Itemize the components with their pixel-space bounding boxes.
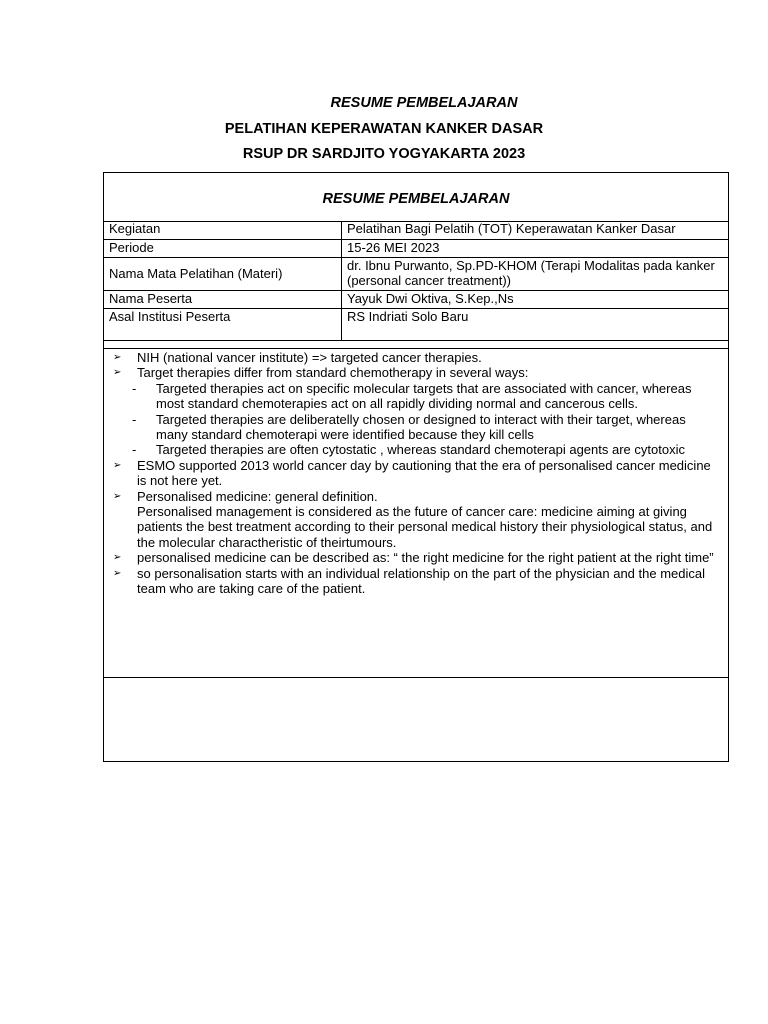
row-label-peserta: Nama Peserta (104, 290, 342, 308)
list-item: ➢ NIH (national vancer institute) => targeted cancer therapies. (113, 350, 482, 365)
dash-bullet-icon: - (132, 442, 137, 458)
row-label-institusi: Asal Institusi Peserta (104, 308, 342, 340)
sub-list-item: - Targeted therapies act on specific molecular targets that are associated with cancer, whereas most standard chemoterapies act on all rapidly dividing normal and cancerous cells. (132, 380, 692, 412)
row-label-materi: Nama Mata Pelatihan (Materi) (104, 257, 342, 290)
list-item: ➢ Target therapies differ from standard chemotherapy in several ways: (113, 365, 529, 381)
table-row (104, 257, 728, 290)
row-value-kegiatan: Pelatihan Bagi Pelatih (TOT) Keperawatan Kanker Dasar (342, 221, 729, 239)
row-value-materi: dr. Ibnu Purwanto, Sp.PD-KHOM (Terapi Modalitas pada kanker (personal cancer treatment)) (342, 257, 729, 290)
arrow-bullet-icon: ➢ (113, 459, 122, 471)
arrow-bullet-icon: ➢ (113, 490, 122, 502)
arrow-bullet-icon: ➢ (113, 367, 122, 379)
info-table (104, 221, 728, 341)
form-title: RESUME PEMBELAJARAN (104, 173, 728, 222)
list-item: ➢ so personalisation starts with an individual relationship on the part of the physician and the medical team who are taking care of the patient. (113, 565, 706, 597)
arrow-bullet-icon: ➢ (113, 352, 122, 363)
table-row (104, 221, 728, 239)
table-row (104, 239, 728, 257)
dash-bullet-icon: - (132, 411, 137, 427)
arrow-bullet-icon: ➢ (113, 567, 122, 579)
row-value-institusi: RS Indriati Solo Baru (342, 308, 729, 340)
sub-list-item: - Targeted therapies are deliberatelly chosen or designed to interact with their target, whereas many standard chemoterapi were identified because they kill cells (132, 411, 686, 443)
document-title: RESUME PEMBELAJARAN (330, 95, 518, 111)
row-value-peserta: Yayuk Dwi Oktiva, S.Kep.,Ns (342, 290, 729, 308)
resume-content (104, 348, 728, 678)
row-label-periode: Periode (104, 239, 342, 257)
table-row (104, 290, 728, 308)
resume-form (103, 172, 729, 762)
table-row (104, 308, 728, 340)
list-item: ➢ ESMO supported 2013 world cancer day by cautioning that the era of personalised cancer medicine is not here yet. (113, 457, 711, 489)
list-item: ➢ personalised medicine can be described as: “ the right medicine for the right patient at the right time” (113, 550, 714, 566)
dash-bullet-icon: - (132, 380, 137, 396)
document-subtitle: PELATIHAN KEPERAWATAN KANKER DASAR (224, 121, 544, 137)
row-label-kegiatan: Kegiatan (104, 221, 342, 239)
arrow-bullet-icon: ➢ (113, 552, 122, 564)
list-item: ➢ Personalised medicine: general definition. (113, 488, 378, 504)
paragraph: Personalised management is considered as the future of cancer care: medicine aiming at giving patients the best treatment according to their personal medical history their physiological status, and the molecular charactheristic of theirtumours. (137, 504, 713, 550)
row-value-periode: 15-26 MEI 2023 (342, 239, 729, 257)
sub-list-item: - Targeted therapies are often cytostatic , whereas standard chemoterapi agents are cytotoxic (132, 442, 685, 458)
document-institution: RSUP DR SARDJITO YOGYAKARTA 2023 (242, 146, 526, 162)
